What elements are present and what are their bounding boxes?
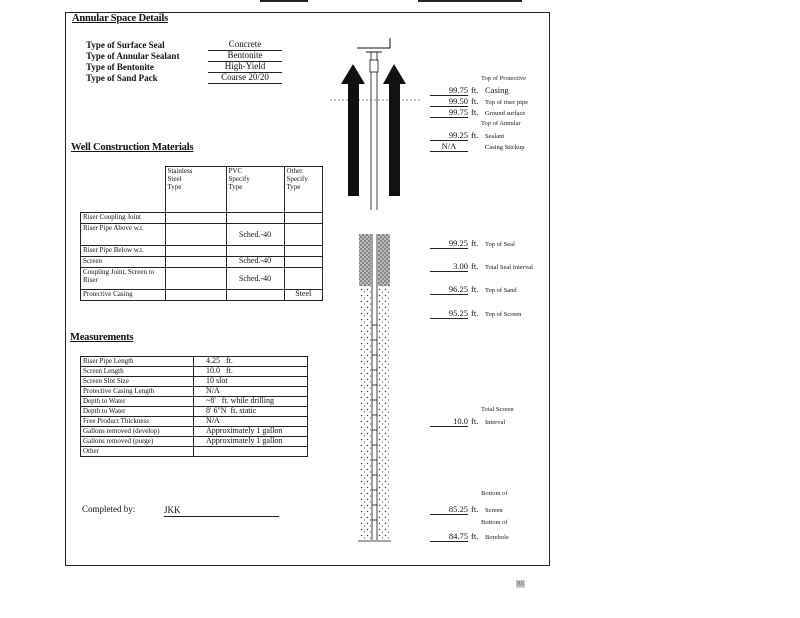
value: 10 slot [206,376,228,385]
elevation-note: Top of Annular [481,120,521,127]
value: N/A [206,386,220,395]
annular-value: High-Yield [208,61,282,73]
sand-right [378,286,390,541]
elevation-row [430,261,533,273]
elevation-note: Top of Protective [481,75,527,82]
elevation-desc: Casing [485,85,509,95]
elevation-note: Bottom of [481,490,508,497]
unit: ft. [226,356,233,365]
elevation-desc: Sealant [485,133,505,140]
elevation-desc: Screen [485,507,503,514]
unit: ft. [226,366,233,375]
value: 4.25 [206,356,220,365]
unit: ft. static [230,406,257,415]
row-label: Riser Pipe Length [81,357,194,367]
elevation-row [430,284,517,296]
elevation-row [430,238,515,250]
protective-casing-right [383,64,406,196]
elevation-unit: ft. [471,504,479,514]
value: Approximately 1 gallon [206,436,283,445]
elevation-desc: Casing Stickup [485,144,525,151]
header-line: Type [228,183,243,191]
elevation-value: 99.75 [430,85,468,96]
elevation-note: Total Screen [481,406,514,413]
elevation-value: 99.25 [430,238,468,249]
page-mark: 88 [517,580,524,588]
elevation-unit: ft. [471,107,479,117]
annular-value: Coarse 20/20 [208,72,282,84]
unit: ft. while drilling [221,396,274,405]
elevation-row [430,504,503,516]
row-label: Depth to Water [81,397,194,407]
elevation-unit: ft. [471,284,479,294]
elevation-unit: ft. [471,96,479,106]
elevation-value: 99.75 [430,107,468,118]
cell: Sched.-40 [226,257,284,268]
elevation-value: 99.25 [430,130,468,141]
seal-left [359,234,371,286]
measurements-title: Measurements [70,332,134,343]
sand-left [359,286,371,541]
elevation-row [430,85,509,96]
elevation-note: Bottom of [481,519,508,526]
annular-label: Type of Surface Seal [86,40,165,50]
elevation-value: N/A [430,141,468,152]
header-line: Specify [286,175,308,183]
elevation-unit: ft. [471,308,479,318]
elevation-row [430,416,505,428]
value: Approximately 1 gallon [206,426,283,435]
elevation-row [430,308,521,320]
row-label: Coupling Joint, Screen to Riser [81,268,166,290]
elevation-unit: ft. [471,261,479,271]
elevation-unit: ft. [471,416,479,426]
cell: Steel [284,290,323,301]
annular-label: Type of Bentonite [86,62,154,72]
row-label: Riser Coupling Joint [81,213,166,224]
header-line: Steel [167,175,182,183]
row-label: Gallons removed (purge) [81,437,194,447]
header-line: Type [286,183,301,191]
elevation-desc: Total Seal Interval [485,264,533,271]
elevation-unit: ft. [471,238,479,248]
row-label: Other [81,447,194,457]
row-label: Screen Slot Size [81,377,194,387]
elevation-value: 3.00 [430,261,468,272]
annular-label: Type of Sand Pack [86,73,158,83]
elevation-value: 10.0 [430,416,468,427]
header-line: Specify [228,175,250,183]
elevation-unit: ft. [471,85,479,95]
header-line: PVC [228,167,243,175]
row-label: Screen [81,257,166,268]
row-label: Riser Pipe Below w.t. [81,246,166,257]
row-label: Depth to Water [81,407,194,417]
cell: Sched.-40 [226,224,284,246]
materials-title: Well Construction Materials [71,142,194,153]
value: 10.0 [206,366,220,375]
elevation-row [430,141,525,153]
row-label: Protective Casing Length [81,387,194,397]
row-label: Gallons removed (develop) [81,427,194,437]
elevation-desc: Top of Sand [485,287,517,294]
elevation-row [430,107,525,119]
value: N/A [206,416,220,425]
seal-right [378,234,390,286]
elevation-desc: Top of Seal [485,241,515,248]
elevation-value: 85.25 [430,504,468,515]
elevation-row [430,531,509,543]
header-line: Stainless [167,167,193,175]
elevation-unit: ft. [471,531,479,541]
elevation-value: 84.75 [430,531,468,542]
elevation-desc: Ground surface [485,110,526,117]
row-label: Free Product Thickness [81,417,194,427]
elevation-desc: Interval [485,419,506,426]
annular-title: Annular Space Details [72,13,168,24]
elevation-desc: Top of riser pipe [485,99,529,106]
row-label: Riser Pipe Above w.t. [81,224,166,246]
elevation-value: 99.50 [430,96,468,107]
row-label: Screen Length [81,367,194,377]
value: 8' 6"N [206,406,227,415]
screen-slots [372,325,377,520]
elevation-unit: ft. [471,130,479,140]
header-line: Other [286,167,303,175]
completed-value: JKK [164,505,279,517]
annular-label: Type of Annular Sealant [86,51,180,61]
annular-value: Concrete [208,39,282,51]
elevation-desc: Top of Screen [485,311,522,318]
completed-label: Completed by: [82,504,136,514]
annular-value: Bentonite [208,50,282,62]
elevation-desc: Borehole [485,534,509,541]
header-line: Type [167,183,182,191]
row-label: Protective Casing [81,290,166,301]
elevation-value: 95.25 [430,308,468,319]
value: ~8' [206,396,216,405]
cell: Sched.-40 [226,268,284,290]
elevation-value: 96.25 [430,284,468,295]
protective-casing-left [341,64,365,196]
